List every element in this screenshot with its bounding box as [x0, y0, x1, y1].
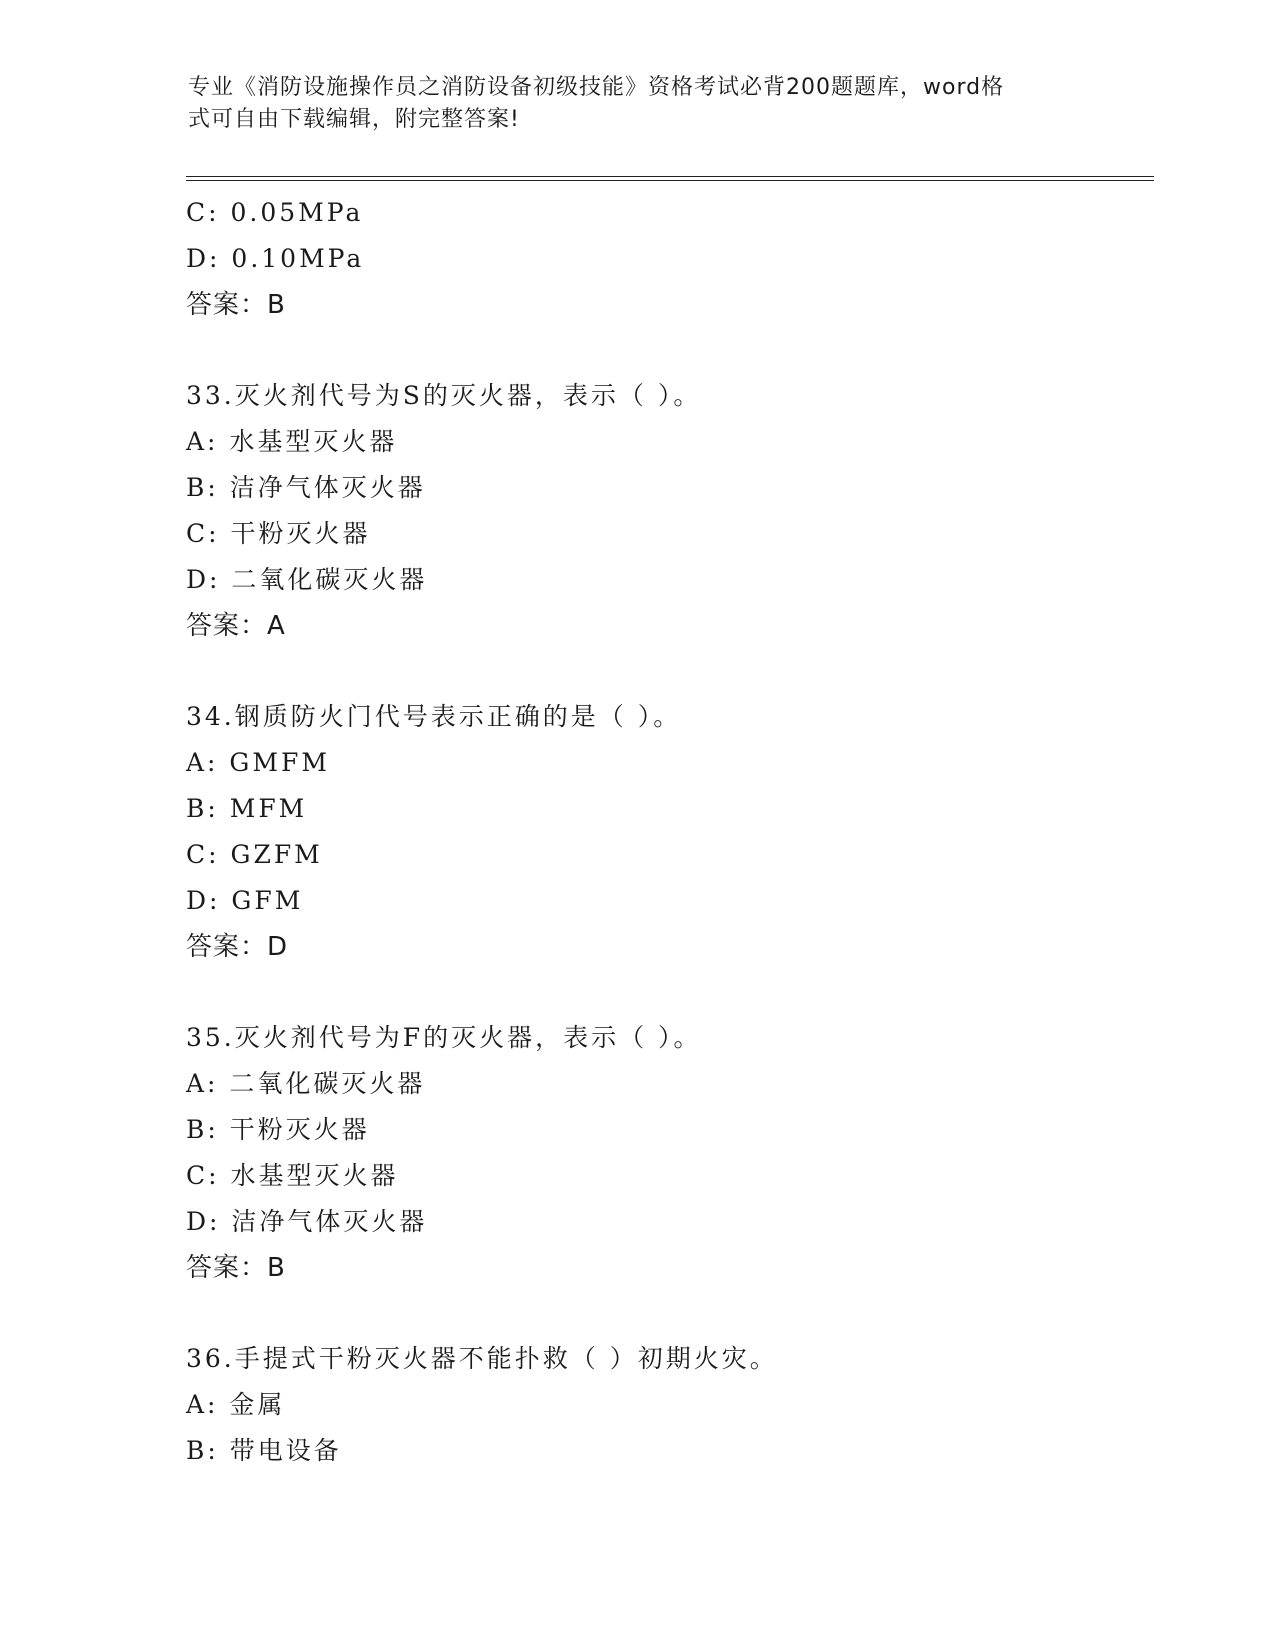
option-b: B: MFM: [186, 794, 308, 823]
question-text: 35.灭火剂代号为F的灭火器，表示（ ）。: [186, 1023, 702, 1052]
option-d: D: 0.10MPa: [186, 244, 365, 273]
option-a: A: 金属: [186, 1390, 286, 1419]
question-text: 33.灭火剂代号为S的灭火器，表示（ ）。: [186, 381, 702, 410]
option-b: B: 干粉灭火器: [186, 1115, 370, 1144]
previous-question-tail: [186, 190, 1146, 328]
option-c: C: 干粉灭火器: [186, 519, 371, 548]
header-line-2: 式可自由下载编辑，附完整答案!: [188, 107, 520, 132]
option-c: C: GZFM: [186, 840, 323, 869]
answer-line: 答案：A: [186, 611, 286, 641]
question-35: [186, 1015, 1146, 1291]
option-c: C: 0.05MPa: [186, 198, 364, 227]
answer-line: 答案：B: [186, 1253, 286, 1283]
answer-line: 答案：D: [186, 932, 289, 962]
question-33: [186, 373, 1146, 649]
question-34: [186, 694, 1146, 970]
option-b: B: 带电设备: [186, 1436, 342, 1465]
document-header: [188, 72, 1068, 136]
answer-line: 答案：B: [186, 290, 286, 320]
question-text: 34.钢质防火门代号表示正确的是（ ）。: [186, 702, 682, 731]
question-text: 36.手提式干粉灭火器不能扑救（ ）初期火灾。: [186, 1344, 778, 1373]
option-d: D: 洁净气体灭火器: [186, 1207, 428, 1236]
option-b: B: 洁净气体灭火器: [186, 473, 426, 502]
option-a: A: GMFM: [186, 748, 330, 777]
question-list: [186, 190, 1146, 1474]
option-d: D: GFM: [186, 886, 304, 915]
question-36: [186, 1336, 1146, 1474]
option-d: D: 二氧化碳灭火器: [186, 565, 428, 594]
header-line-1: 专业《消防设施操作员之消防设备初级技能》资格考试必背200题题库，word格: [188, 75, 1005, 100]
option-a: A: 水基型灭火器: [186, 427, 398, 456]
option-c: C: 水基型灭火器: [186, 1161, 399, 1190]
header-divider: [186, 176, 1154, 181]
option-a: A: 二氧化碳灭火器: [186, 1069, 426, 1098]
